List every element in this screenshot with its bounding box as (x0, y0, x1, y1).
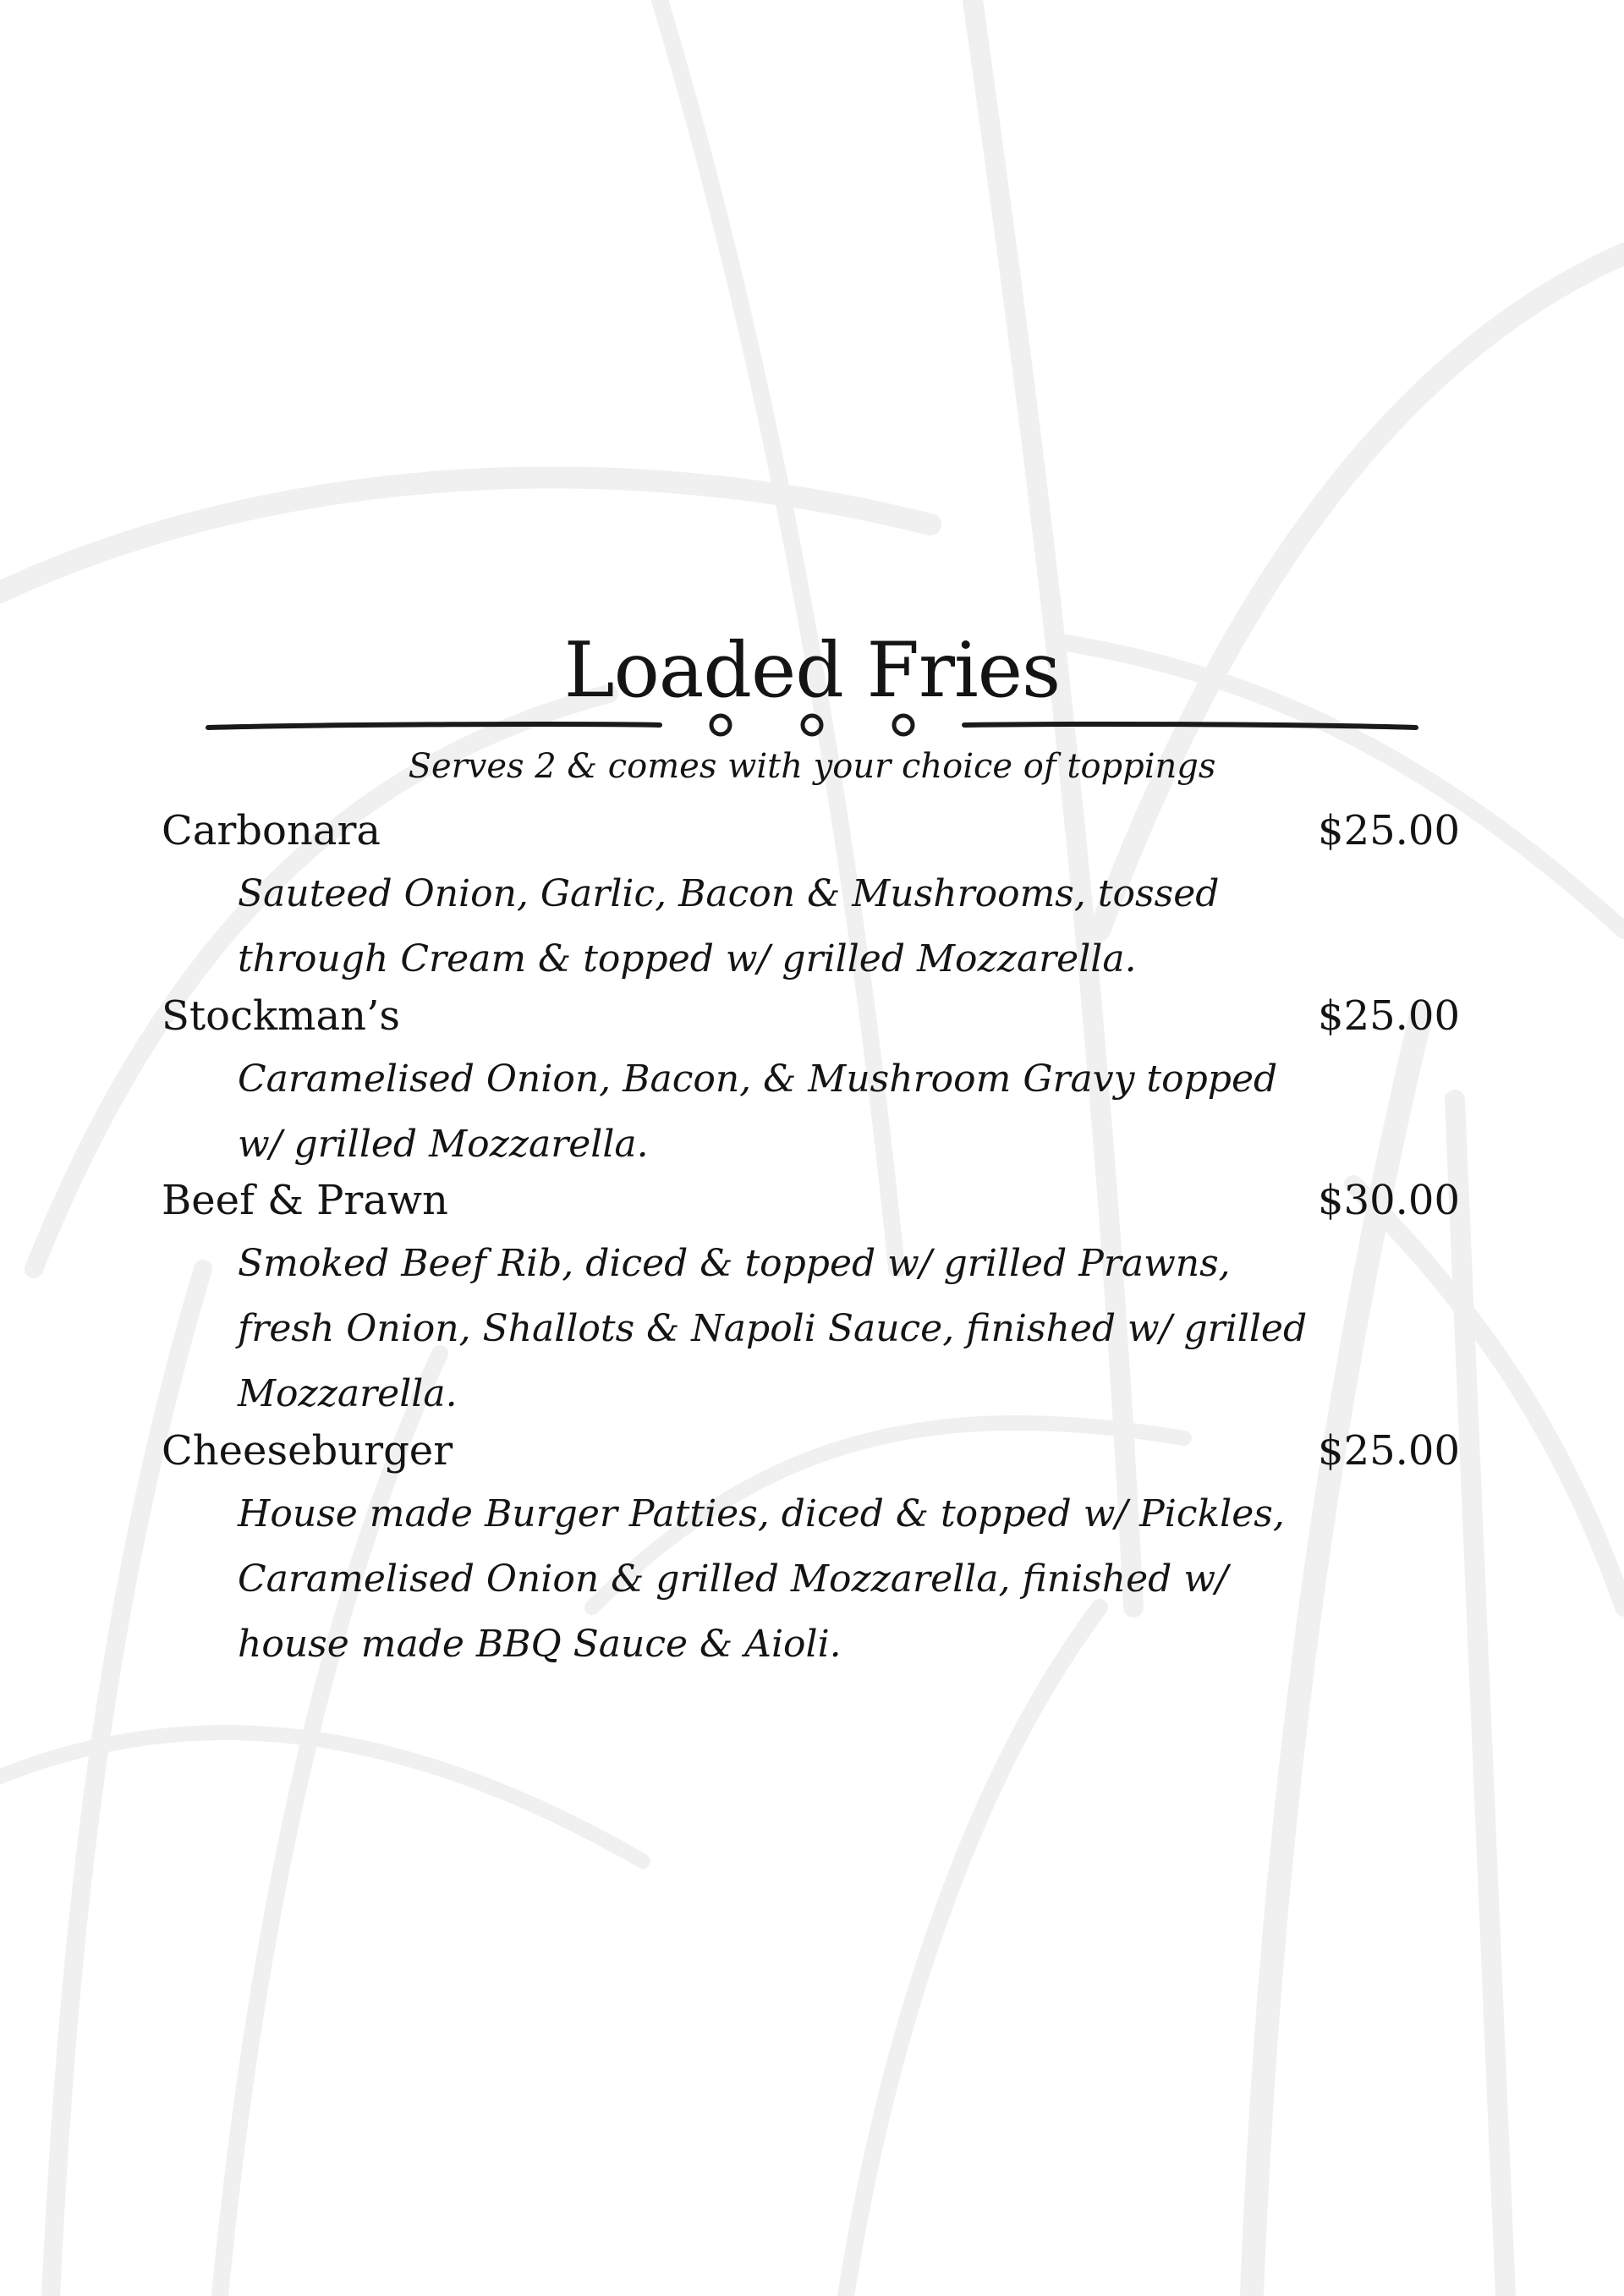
item-name: Beef & Prawn (162, 1177, 448, 1224)
item-name: Carbonara (162, 807, 381, 854)
item-name: Cheeseburger (162, 1427, 453, 1475)
item-description: Caramelised Onion, Bacon, & Mushroom Gravy topped w/ grilled Mozzarella. (238, 1057, 1278, 1166)
item-name: Stockman’s (162, 992, 400, 1040)
item-price: $25.00 (1318, 1427, 1460, 1475)
item-price: $25.00 (1318, 992, 1460, 1040)
item-price: $25.00 (1318, 807, 1460, 854)
item-description: Sauteed Onion, Garlic, Bacon & Mushrooms, tossed through Cream & topped w/ grilled Mozzarella. (238, 872, 1220, 980)
item-description: Smoked Beef Rib, diced & topped w/ grilled Prawns, fresh Onion, Shallots & Napoli Sauce, finished w/ grilled Mozzarella. (238, 1242, 1308, 1415)
title-divider (203, 706, 1421, 744)
item-description: House made Burger Patties, diced & topped w/ Pickles, Caramelised Onion & grilled Mozzarella, finished w/ house made BBQ Sauce & Aioli. (238, 1492, 1285, 1666)
menu-subtitle: Serves 2 & comes with your choice of toppings (408, 747, 1216, 786)
item-price: $30.00 (1318, 1177, 1460, 1224)
menu-title: Loaded Fries (563, 626, 1061, 715)
